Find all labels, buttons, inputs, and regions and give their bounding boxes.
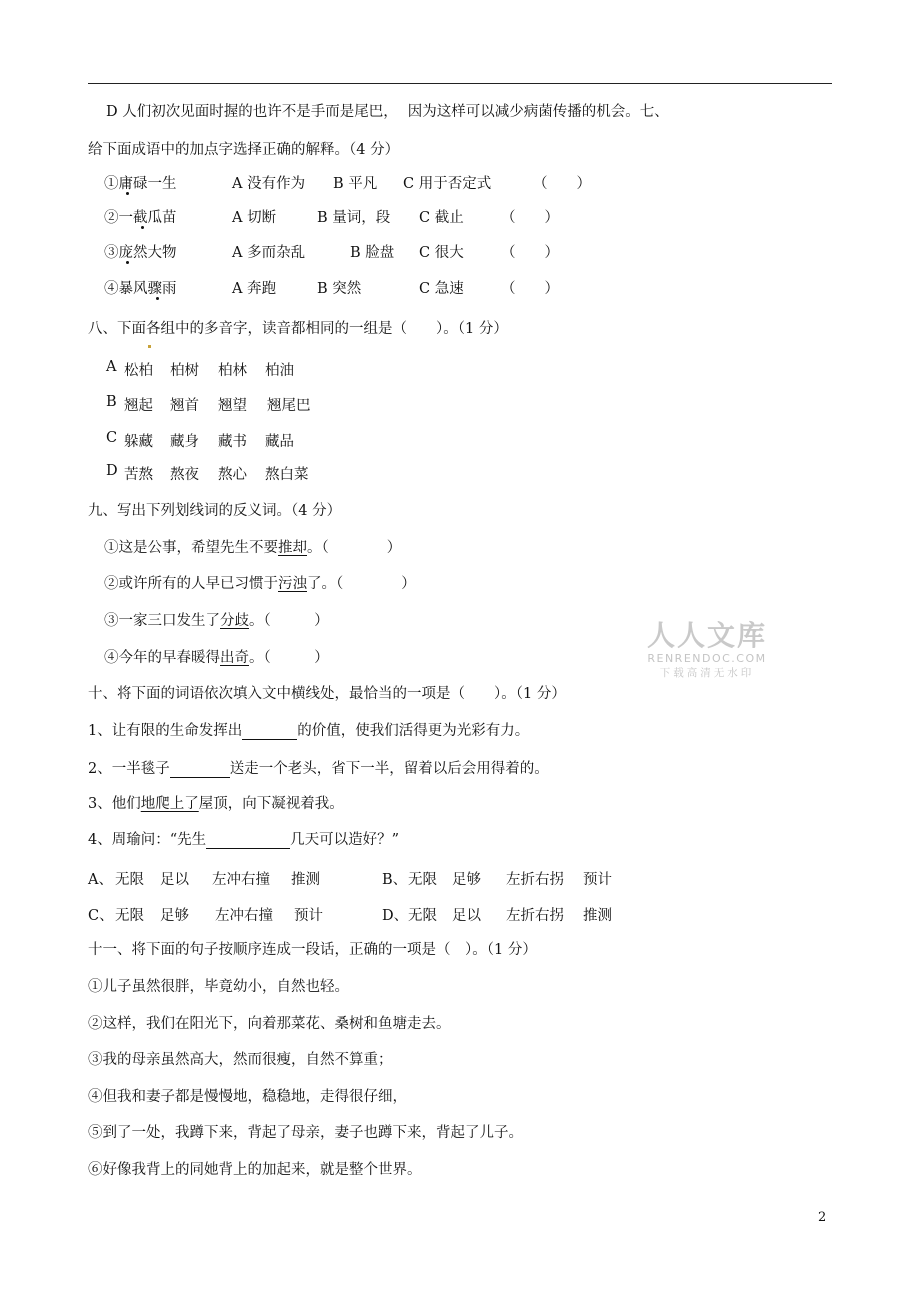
header-rule bbox=[88, 83, 832, 84]
q11-sentence: ③我的母亲虽然高大，然而很瘦，自然不算重； bbox=[88, 1052, 393, 1068]
q10-sentence: 2、一半毯子 送走一个老头，省下一半，留着以后会用得着的。 bbox=[88, 761, 549, 777]
q11-title: 十一、将下面的句子按顺序连成一段话，正确的一项是（ ）。（1 分） bbox=[88, 942, 537, 958]
q9-item: ④今年的早春暖得出奇。（ ） bbox=[104, 650, 329, 666]
option-d-text: D 人们初次见面时握的也许不是手而是尾巴， 因为这样可以减少病菌传播的机会。七、 bbox=[106, 104, 669, 120]
q11-sentence: ⑤到了一处，我蹲下来，背起了母亲，妻子也蹲下来，背起了儿子。 bbox=[88, 1125, 523, 1141]
q11-sentence: ①儿子虽然很胖，毕竟幼小，自然也轻。 bbox=[88, 979, 349, 995]
q9-title: 九、写出下列划线词的反义词。（4 分） bbox=[88, 503, 342, 519]
q11-sentence: ②这样，我们在阳光下，向着那菜花、桑树和鱼塘走去。 bbox=[88, 1016, 451, 1032]
q10-title: 十、将下面的词语依次填入文中横线处，最恰当的一项是（ ）。（1 分） bbox=[88, 686, 566, 702]
q9-item: ②或许所有的人早已习惯于污浊了。（ ） bbox=[104, 576, 416, 592]
stray-mark bbox=[148, 345, 151, 348]
page-number: 2 bbox=[818, 1210, 827, 1225]
q7-title: 给下面成语中的加点字选择正确的解释。（4 分） bbox=[88, 142, 400, 158]
q11-sentence: ⑥好像我背上的同她背上的加起来，就是整个世界。 bbox=[88, 1162, 422, 1178]
emphasis-dot bbox=[126, 192, 129, 195]
q9-item: ①这是公事，希望先生不要推却。（ ） bbox=[104, 540, 402, 556]
q10-sentence: 1、让有限的生命发挥出 的价值，使我们活得更为光彩有力。 bbox=[88, 723, 530, 739]
emphasis-dot bbox=[126, 261, 129, 264]
q10-sentence: 3、他们地爬上了屋顶，向下凝视着我。 bbox=[88, 796, 344, 812]
q8-title: 八、下面各组中的多音字，读音都相同的一组是（ ）。（1 分） bbox=[88, 321, 508, 337]
q9-item: ③一家三口发生了分歧。（ ） bbox=[104, 613, 329, 629]
q11-sentence: ④但我和妻子都是慢慢地，稳稳地，走得很仔细， bbox=[88, 1089, 407, 1105]
emphasis-dot bbox=[141, 226, 144, 229]
renrendoc-watermark: 人人文库 RENRENDOC.COM 下载高清无水印 bbox=[646, 619, 767, 679]
q10-sentence: 4、周瑜问：“先生 几天可以造好？” bbox=[88, 832, 400, 848]
emphasis-dot bbox=[156, 297, 159, 300]
